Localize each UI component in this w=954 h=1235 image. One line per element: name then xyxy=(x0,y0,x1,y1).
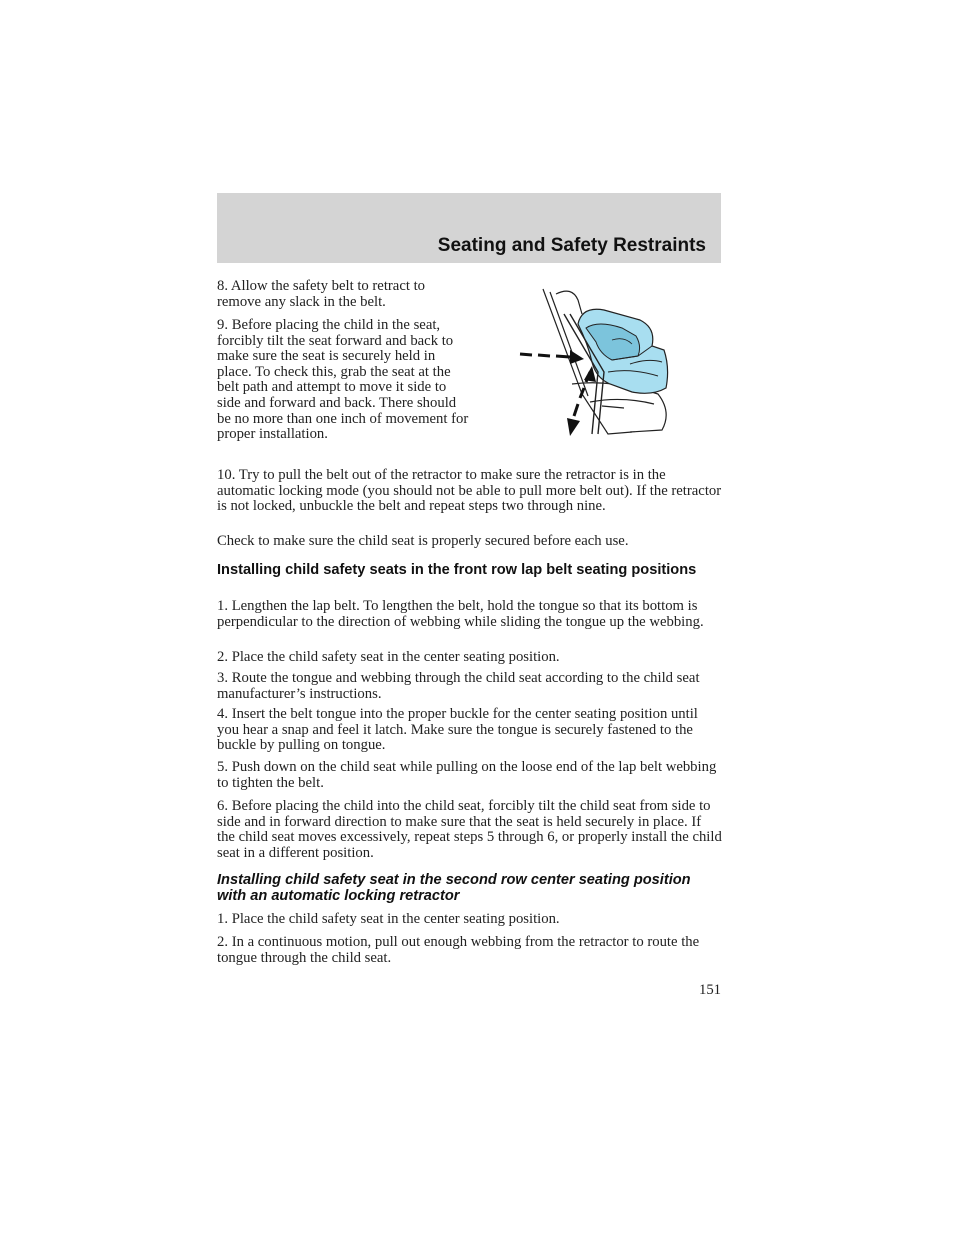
front-step-6: 6. Before placing the child into the child seat, forcibly tilt the child seat from side to side and in forward direction to make sure that the seat is held securely in place. If the child seat moves excessively, repeat steps 5 through 6, or properly install the child seat in a different position. xyxy=(217,798,722,861)
step-10-text: 10. Try to pull the belt out of the retractor to make sure the retractor is in the automatic locking mode (you should not be able to pull more belt out). If the retractor is not locked, unbuckle the belt and repeat steps two through nine. xyxy=(217,467,722,515)
step-8-text: 8. Allow the safety belt to retract to remove any slack in the belt. xyxy=(217,278,426,310)
section-title: Seating and Safety Restraints xyxy=(437,235,706,256)
section-header-band xyxy=(217,193,721,263)
second-row-heading: Installing child safety seat in the second row center seating position with an automatic locking retractor xyxy=(217,872,691,904)
forward-arrow xyxy=(520,350,584,364)
front-step-1: 1. Lengthen the lap belt. To lengthen the belt, hold the tongue so that its bottom is perpendicular to the direction of webbing while sliding the tongue up the webbing. xyxy=(217,598,704,630)
front-step-3: 3. Route the tongue and webbing through the child seat according to the child seat manufacturer’s instructions. xyxy=(217,670,700,702)
second-row-step-2: 2. In a continuous motion, pull out enough webbing from the retractor to route the tongue through the child seat. xyxy=(217,934,700,966)
child-seat-illustration xyxy=(512,284,676,442)
second-row-step-1: 1. Place the child safety seat in the center seating position. xyxy=(217,911,560,927)
page-number: 151 xyxy=(698,982,721,998)
front-step-5: 5. Push down on the child seat while pulling on the loose end of the lap belt webbing to tighten the belt. xyxy=(217,759,717,791)
front-step-4: 4. Insert the belt tongue into the proper buckle for the center seating position until you hear a snap and feel it latch. Make sure the tongue is securely fastened to the buckle by pulling on tongue. xyxy=(217,706,698,754)
check-secured-text: Check to make sure the child seat is properly secured before each use. xyxy=(217,533,629,549)
front-step-2: 2. Place the child safety seat in the center seating position. xyxy=(217,649,560,665)
front-row-heading: Installing child safety seats in the front row lap belt seating positions xyxy=(217,562,697,578)
step-9-text: 9. Before placing the child in the seat, forcibly tilt the seat forward and back to make sure the seat is securely held in place. To check this, grab the seat at the belt path and attempt to move it side to side and forward and back. There should be no more than one inch of movement for proper installation. xyxy=(217,317,469,443)
